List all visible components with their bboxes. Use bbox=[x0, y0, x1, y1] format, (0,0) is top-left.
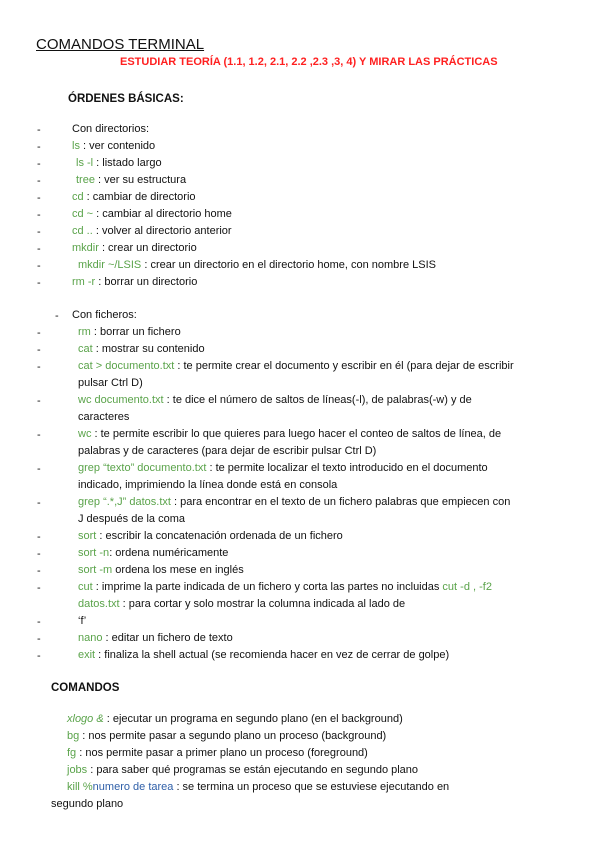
command-name: xlogo & bbox=[67, 713, 104, 725]
command-desc: : para cortar y solo mostrar la columna indicada al lado de bbox=[119, 598, 406, 610]
command-name: nano bbox=[78, 632, 103, 644]
command-name: ls -l bbox=[76, 157, 94, 169]
bullet-dash: - bbox=[37, 327, 41, 339]
list-item bbox=[72, 240, 197, 257]
list-item bbox=[78, 426, 501, 443]
command-desc: : imprime la parte indicada de un fichero y corta las partes no incluidas bbox=[92, 581, 443, 593]
command-desc: : para saber qué programas se están ejecutando en segundo plano bbox=[87, 764, 419, 776]
command-desc: : ordena numéricamente bbox=[109, 547, 229, 559]
command-name: grep “.*,J” datos.txt bbox=[78, 496, 171, 508]
command-arg: numero de tarea bbox=[92, 781, 174, 793]
section-commands-heading: COMANDOS bbox=[51, 682, 120, 694]
command-desc: : cambiar de directorio bbox=[83, 191, 196, 203]
bullet-dash: - bbox=[37, 158, 41, 170]
list-item bbox=[67, 779, 449, 796]
command-name: sort bbox=[78, 530, 97, 542]
command-desc: : mostrar su contenido bbox=[92, 343, 205, 355]
list-item bbox=[78, 630, 233, 647]
section-basic-heading: ÓRDENES BÁSICAS: bbox=[68, 93, 184, 105]
list-item bbox=[72, 274, 197, 291]
list-item-continuation: indicado, imprimiendo la línea donde está en consola bbox=[78, 479, 338, 491]
list-item bbox=[78, 579, 492, 596]
list-item bbox=[78, 257, 436, 274]
command-desc: : te permite crear el documento y escribir en él (para dejar de escribir bbox=[174, 360, 514, 372]
command-name: rm -r bbox=[72, 276, 96, 288]
command-name: grep “texto” documento.txt bbox=[78, 462, 207, 474]
list-item bbox=[72, 138, 155, 155]
command-desc: ordena los mese en inglés bbox=[112, 564, 244, 576]
bullet-dash: - bbox=[37, 548, 41, 560]
command-desc: : nos permite pasar a segundo plano un proceso (background) bbox=[79, 730, 387, 742]
bullet-dash: - bbox=[37, 226, 41, 238]
command-desc: : crear un directorio en el directorio home, con nombre LSIS bbox=[141, 259, 436, 271]
command-name: exit bbox=[78, 649, 96, 661]
list-item bbox=[78, 647, 449, 664]
list-item bbox=[78, 341, 205, 358]
bullet-dash: - bbox=[37, 361, 41, 373]
bullet-dash: - bbox=[37, 497, 41, 509]
bullet-dash: - bbox=[37, 531, 41, 543]
list-item bbox=[76, 155, 162, 172]
bullet-dash: - bbox=[37, 344, 41, 356]
command-desc: : ejecutar un programa en segundo plano (en el background) bbox=[103, 713, 403, 725]
bullet-dash: - bbox=[55, 310, 59, 322]
command-desc: : finaliza la shell actual (se recomienda hacer en vez de cerrar de golpe) bbox=[95, 649, 450, 661]
bullet-dash: - bbox=[37, 582, 41, 594]
list-item-continuation bbox=[78, 596, 405, 613]
bullet-dash: - bbox=[37, 650, 41, 662]
command-desc: : te permite localizar el texto introducido en el documento bbox=[206, 462, 488, 474]
command-name: mkdir ~/LSIS bbox=[78, 259, 142, 271]
list-item-continuation: J después de la coma bbox=[78, 513, 186, 525]
command-name: fg bbox=[67, 747, 77, 759]
bullet-dash: - bbox=[37, 124, 41, 136]
command-name: wc documento.txt bbox=[78, 394, 164, 406]
study-note: ESTUDIAR TEORÍA (1.1, 1.2, 2.1, 2.2 ,2.3 ,3, 4) Y MIRAR LAS PRÁCTICAS bbox=[120, 56, 498, 68]
list-item-continuation: ‘f’ bbox=[78, 615, 87, 627]
files-header: Con ficheros: bbox=[72, 309, 137, 321]
command-name: sort -n bbox=[78, 547, 110, 559]
list-item bbox=[72, 206, 232, 223]
command-name: cd bbox=[72, 191, 84, 203]
list-item bbox=[78, 494, 510, 511]
dirs-header: Con directorios: bbox=[72, 123, 150, 135]
command-name: cut -d , -f2 bbox=[442, 581, 492, 593]
list-item-continuation: pulsar Ctrl D) bbox=[78, 377, 143, 389]
command-desc: : crear un directorio bbox=[98, 242, 197, 254]
bullet-dash: - bbox=[37, 175, 41, 187]
command-desc: : ver su estructura bbox=[94, 174, 187, 186]
command-desc: : para encontrar en el texto de un fichero palabras que empiecen con bbox=[170, 496, 511, 508]
bullet-dash: - bbox=[37, 141, 41, 153]
command-desc: : editar un fichero de texto bbox=[102, 632, 233, 644]
command-desc: : nos permite pasar a primer plano un proceso (foreground) bbox=[76, 747, 368, 759]
command-name: kill % bbox=[67, 781, 93, 793]
command-desc: : te permite escribir lo que quieres para luego hacer el conteo de saltos de línea, de bbox=[91, 428, 502, 440]
list-item-continuation: palabras y de caracteres (para dejar de escribir pulsar Ctrl D) bbox=[78, 445, 377, 457]
list-item bbox=[78, 562, 244, 579]
bullet-dash: - bbox=[37, 429, 41, 441]
list-item bbox=[78, 528, 343, 545]
page-title: COMANDOS TERMINAL bbox=[36, 36, 205, 53]
command-desc: : cambiar al directorio home bbox=[93, 208, 232, 220]
command-name: ls bbox=[72, 140, 80, 152]
command-name: tree bbox=[76, 174, 95, 186]
list-item bbox=[67, 762, 418, 779]
command-name: wc bbox=[78, 428, 92, 440]
command-desc: : listado largo bbox=[93, 157, 162, 169]
list-item-continuation: caracteres bbox=[78, 411, 130, 423]
bullet-dash: - bbox=[37, 633, 41, 645]
bullet-dash: - bbox=[37, 277, 41, 289]
bullet-dash: - bbox=[37, 395, 41, 407]
command-name: sort -m bbox=[78, 564, 113, 576]
command-desc: : borrar un directorio bbox=[95, 276, 198, 288]
list-item bbox=[72, 223, 232, 240]
list-item bbox=[76, 172, 186, 189]
list-item bbox=[78, 324, 181, 341]
command-name: jobs bbox=[67, 764, 88, 776]
list-item bbox=[67, 745, 368, 762]
list-item bbox=[72, 189, 196, 206]
command-desc: : ver contenido bbox=[79, 140, 156, 152]
list-item bbox=[78, 358, 514, 375]
bullet-dash: - bbox=[37, 192, 41, 204]
list-item-continuation: segundo plano bbox=[51, 798, 124, 810]
bullet-dash: - bbox=[37, 209, 41, 221]
command-desc: : se termina un proceso que se estuviese ejecutando en bbox=[173, 781, 450, 793]
command-name: cd .. bbox=[72, 225, 93, 237]
command-desc: : borrar un fichero bbox=[90, 326, 181, 338]
list-item bbox=[67, 711, 403, 728]
command-name: bg bbox=[67, 730, 80, 742]
command-desc: : volver al directorio anterior bbox=[92, 225, 232, 237]
list-item bbox=[78, 392, 472, 409]
command-name: datos.txt bbox=[78, 598, 120, 610]
command-name: cat bbox=[78, 343, 93, 355]
command-name: rm bbox=[78, 326, 91, 338]
command-name: mkdir bbox=[72, 242, 99, 254]
bullet-dash: - bbox=[37, 565, 41, 577]
bullet-dash: - bbox=[37, 243, 41, 255]
bullet-dash: - bbox=[37, 260, 41, 272]
command-desc: : escribir la concatenación ordenada de un fichero bbox=[96, 530, 343, 542]
bullet-dash: - bbox=[37, 616, 41, 628]
list-item bbox=[78, 460, 488, 477]
bullet-dash: - bbox=[37, 463, 41, 475]
command-name: cut bbox=[78, 581, 93, 593]
command-name: cd ~ bbox=[72, 208, 94, 220]
command-name: cat > documento.txt bbox=[78, 360, 175, 372]
list-item bbox=[78, 545, 228, 562]
command-desc: : te dice el número de saltos de líneas(-l), de palabras(-w) y de bbox=[163, 394, 472, 406]
list-item bbox=[67, 728, 386, 745]
